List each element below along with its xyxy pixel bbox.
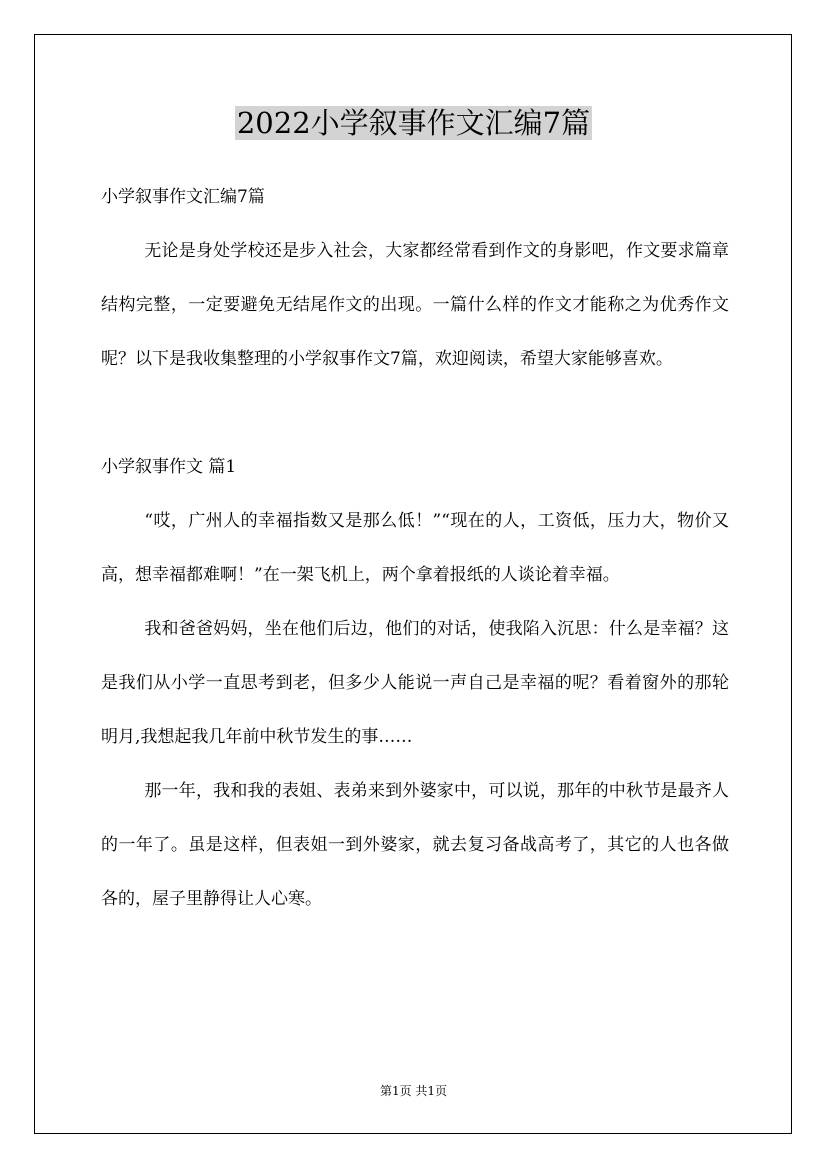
body-paragraph: “哎，广州人的幸福指数又是那么低！”“现在的人，工资低，压力大，物价又高，想幸福都难啊！”在一架飞机上，两个拿着报纸的人谈论着幸福。 [101,511,729,585]
section-heading: 小学叙事作文 篇1 [101,457,237,477]
document-subtitle: 小学叙事作文汇编7篇 [101,187,265,207]
page-footer [0,1083,827,1099]
intro-paragraph: 无论是身处学校还是步入社会，大家都经常看到作文的身影吧，作文要求篇章结构完整，一定要避免无结尾作文的出现。一篇什么样的作文才能称之为优秀作文呢？以下是我收集整理的小学叙事作文7篇，欢迎阅读，希望大家能够喜欢。 [101,241,729,369]
section-spacer [101,386,729,440]
body-paragraph: 我和爸爸妈妈，坐在他们后边，他们的对话，使我陷入沉思：什么是幸福？这是我们从小学一直思考到老，但多少人能说一声自己是幸福的呢？看着窗外的那轮明月,我想起我几年前中秋节发生的事…… [101,619,729,747]
document-title-wrapper [0,100,827,146]
page-number: 第1页 共1页 [379,1084,448,1098]
body-paragraph: 那一年，我和我的表姐、表弟来到外婆家中，可以说，那年的中秋节是最齐人的一年了。虽是这样，但表姐一到外婆家，就去复习备战高考了，其它的人也各做各的，屋子里静得让人心寒。 [101,781,729,909]
document-title: 2022小学叙事作文汇编7篇 [236,106,591,140]
document-body [101,170,729,926]
